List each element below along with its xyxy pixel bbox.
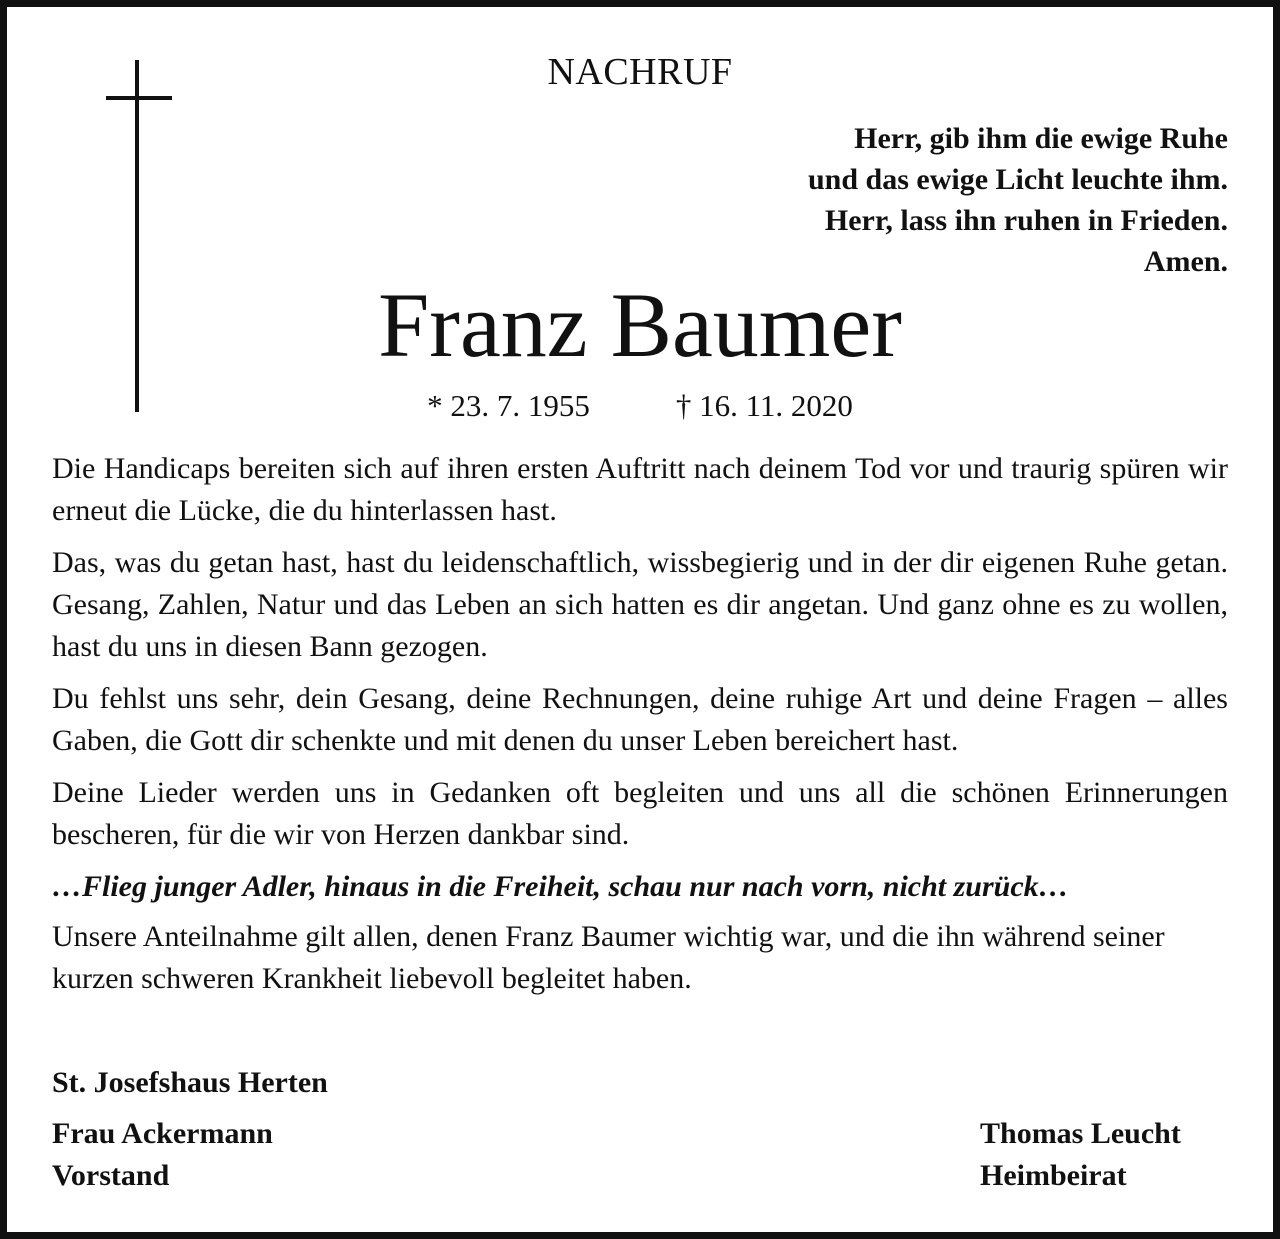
body-paragraph: Du fehlst uns sehr, dein Gesang, deine Rechnungen, deine ruhige Art und deine Fragen – alles Gaben, die Gott dir schenkte und mit denen du unser Leben bereichert hast. <box>52 682 1228 757</box>
birth-date: * 23. 7. 1955 <box>427 388 590 423</box>
signatory-name: Frau Ackermann <box>52 1117 273 1150</box>
quote-line: …Flieg junger Adler, hinaus in die Freiheit, schau nur nach vorn, nicht zurück… <box>52 870 1069 903</box>
signatory-role: Vorstand <box>52 1159 170 1192</box>
notice-heading: NACHRUF <box>547 51 733 93</box>
deceased-name: Franz Baumer <box>378 274 902 376</box>
body-paragraph: Das, was du getan hast, hast du leidenschaftlich, wissbegierig und in der dir eigenen Ruhe getan. Gesang, Zahlen, Natur und das Leben an sich hatten es dir angetan. Und ganz ohne es zu wollen, hast du uns in diesen Bann gezogen. <box>52 546 1228 663</box>
death-date: † 16. 11. 2020 <box>675 388 853 423</box>
condolence-paragraph: Unsere Anteilnahme gilt allen, denen Franz Baumer wichtig war, und die ihn während seiner kurzen schweren Krankheit liebevoll begleitet haben. <box>52 920 1165 995</box>
organization-name: St. Josefshaus Herten <box>52 1066 328 1099</box>
life-dates <box>0 388 1280 424</box>
signatory-right <box>980 1113 1181 1197</box>
prayer-line: Amen. <box>1143 245 1228 278</box>
body-paragraph: Deine Lieder werden uns in Gedanken oft begleiten und uns all die schönen Erinnerungen bescheren, für die wir von Herzen dankbar sind. <box>52 776 1228 851</box>
body-paragraph: Die Handicaps bereiten sich auf ihren ersten Auftritt nach deinem Tod vor und traurig spüren wir erneut die Lücke, die du hinterlassen hast. <box>52 452 1228 527</box>
notice-body <box>52 448 1228 1010</box>
prayer-line: und das ewige Licht leuchte ihm. <box>807 163 1228 196</box>
signatory-left <box>52 1113 273 1197</box>
prayer-line: Herr, lass ihn ruhen in Frieden. <box>824 204 1228 237</box>
signatory-name: Thomas Leucht <box>980 1117 1181 1150</box>
prayer-text <box>808 118 1228 282</box>
cross-horizontal-bar <box>106 96 172 100</box>
prayer-line: Herr, gib ihm die ewige Ruhe <box>854 122 1228 155</box>
signatory-role: Heimbeirat <box>980 1159 1127 1192</box>
